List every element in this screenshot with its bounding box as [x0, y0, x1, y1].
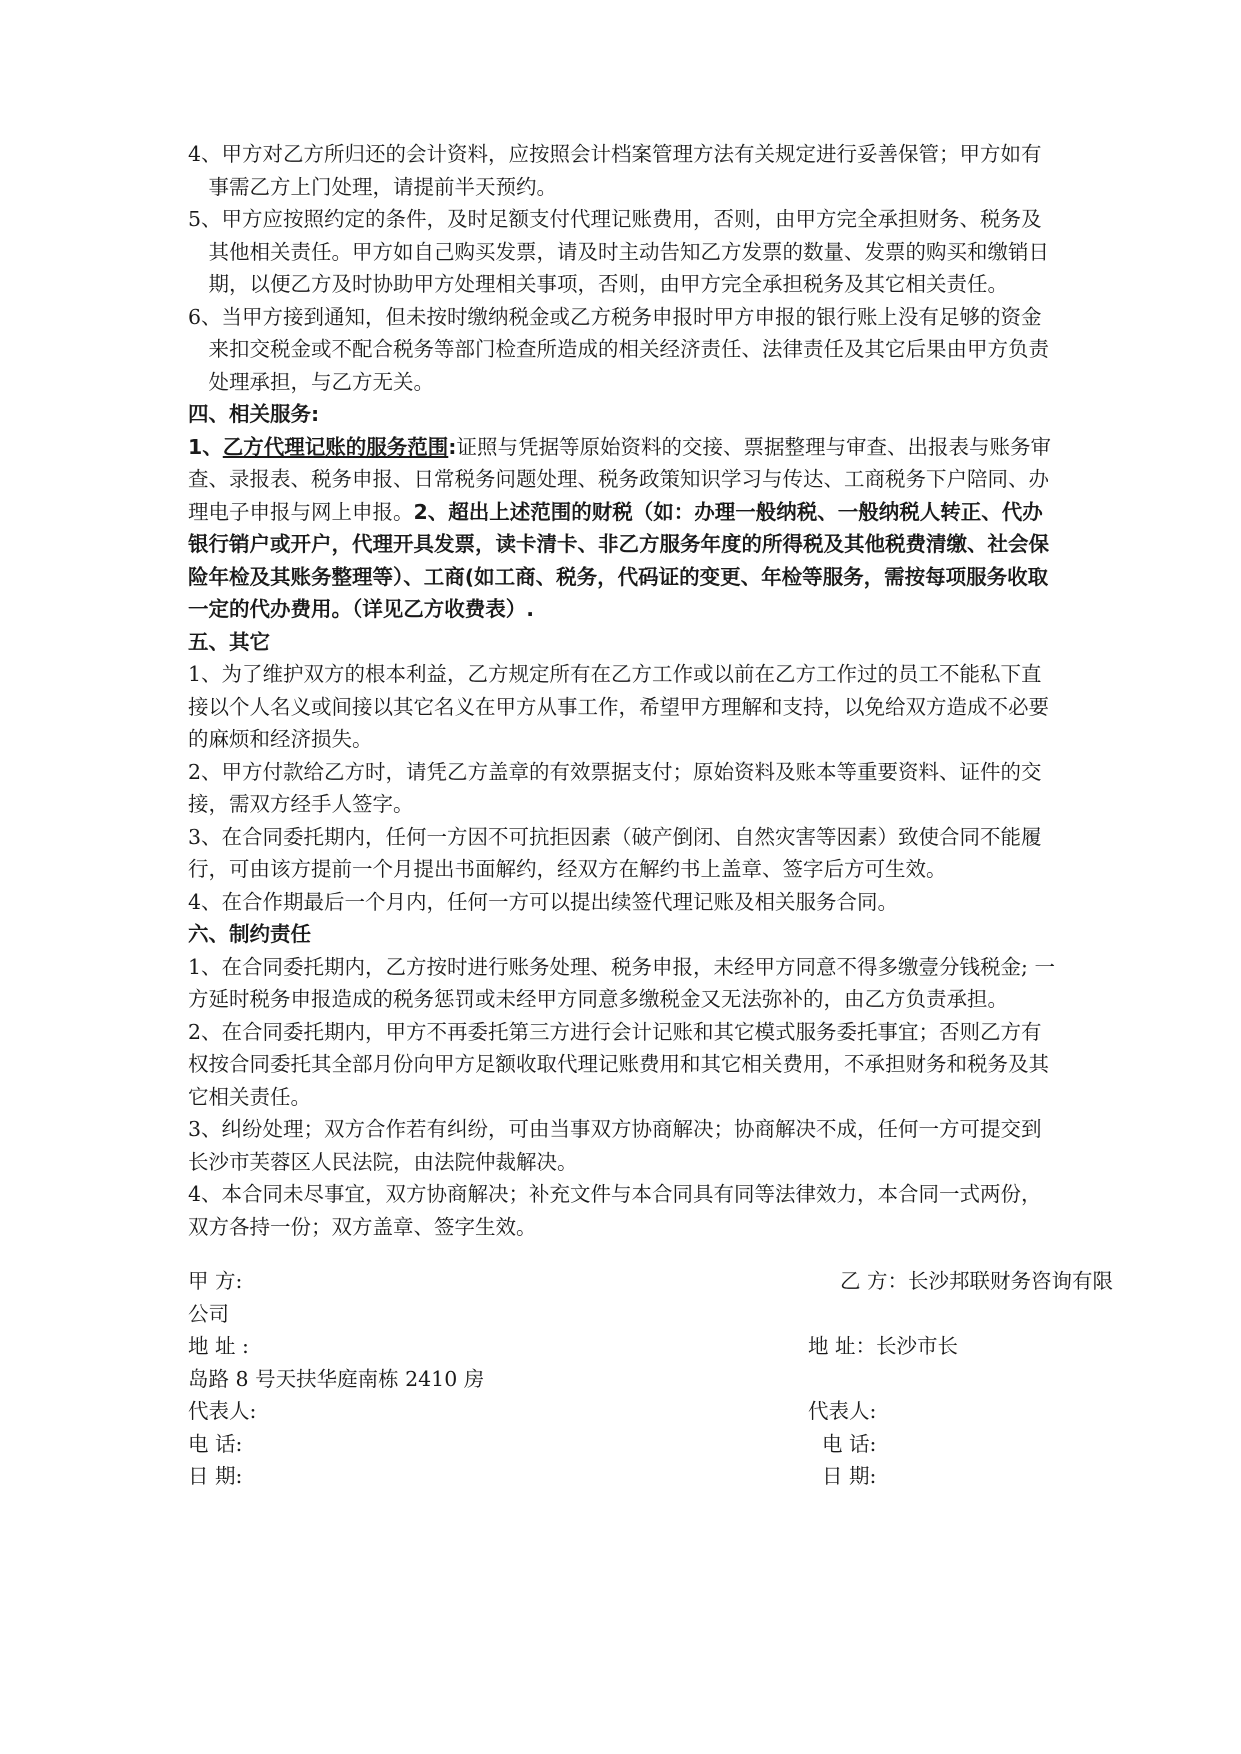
- obligation-item-5: 5、甲方应按照约定的条件，及时足额支付代理记账费用，否则，由甲方完全承担财务、税务及其他相关责任。甲方如自己购买发票，请及时主动告知乙方发票的数量、发票的购买和缴销日期，以便乙方及时协助甲方处理相关事项，否则，由甲方完全承担税务及其它相关责任。: [188, 207, 1049, 296]
- signature-row-tel: [188, 1428, 1058, 1461]
- signature-row-party: [188, 1265, 1113, 1298]
- liability-item-2: 2、在合同委托期内，甲方不再委托第三方进行会计记账和其它模式服务委托事宜；否则乙方有权按合同委托其全部月份向甲方足额收取代理记账费用和其它相关费用，不承担财务和税务及其它相关责任。: [188, 1019, 1049, 1109]
- address-b-wrap: 岛路 8 号天扶华庭南栋 2410 房: [188, 1366, 485, 1391]
- related-services-paragraph: 1、乙方代理记账的服务范围:证照与凭据等原始资料的交接、票据整理与审查、出报表与账务审查、录报表、税务申报、日常税务问题处理、税务政策知识学习与传达、工商税务下户陪同、办理电子申报与网上申报。2、超出上述范围的财税（如：办理一般纳税、一般纳税人转正、代办银行销户或开户，代理开具发票，读卡清卡、非乙方服务年度的所得税及其他税费清缴、社会保险年检及其账务整理等）、工商(如工商、税务，代码证的变更、年检等服务，需按每项服务收取一定的代办费用。（详见乙方收费表）.: [188, 434, 1051, 621]
- extra-services-clause: 2、超出上述范围的财税（如：办理一般纳税、一般纳税人转正、代办银行销户或开户，代理开具发票，读卡清卡、非乙方服务年度的所得税及其他税费清缴、社会保险年检及其账务整理等）、工商(如工商、税务，代码证的变更、年检等服务，需按每项服务收取一定的代办费用。（详见乙方收费表）.: [188, 499, 1049, 621]
- address-b-label: 地 址：长沙市长: [808, 1334, 959, 1358]
- obligation-item-4: 4、甲方对乙方所归还的会计资料，应按照会计档案管理方法有关规定进行妥善保管；甲方如有事需乙方上门处理，请提前半天预约。: [188, 142, 1042, 199]
- other-item-3: 3、在合同委托期内，任何一方因不可抗拒因素（破产倒闭、自然灾害等因素）致使合同不能履行，可由该方提前一个月提出书面解约，经双方在解约书上盖章、签字后方可生效。: [188, 824, 1042, 881]
- other-item-4: 4、在合作期最后一个月内，任何一方可以提出续签代理记账及相关服务合同。: [188, 889, 899, 914]
- signature-row-party-wrap: [188, 1298, 1058, 1331]
- tel-a-label: 电 话:: [188, 1431, 243, 1456]
- date-a-label: 日 期:: [188, 1464, 243, 1488]
- service-scope-title: 乙方代理记账的服务范围: [222, 434, 449, 459]
- other-item-1: 1、为了维护双方的根本利益，乙方规定所有在乙方工作或以前在乙方工作过的员工不能私下直接以个人名义或间接以其它名义在甲方从事工作，希望甲方理解和支持，以免给双方造成不必要的麻烦和经济损失。: [188, 662, 1049, 751]
- date-b-label: 日 期:: [822, 1464, 877, 1488]
- party-b-label: 乙 方：长沙邦联财务咨询有限: [839, 1269, 1113, 1293]
- party-b-wrap: 公司: [188, 1301, 229, 1326]
- tel-b-label: 电 话:: [822, 1431, 877, 1456]
- address-a-label: 地 址 :: [188, 1334, 249, 1358]
- liability-item-4: 4、本合同未尽事宜，双方协商解决；补充文件与本合同具有同等法律效力，本合同一式两份，双方各持一份；双方盖章、签字生效。: [188, 1182, 1042, 1239]
- rep-b-label: 代表人:: [808, 1399, 877, 1423]
- liability-item-1: 1、在合同委托期内，乙方按时进行账务处理、税务申报，未经甲方同意不得多缴壹分钱税金; 一方延时税务申报造成的税务惩罚或未经甲方同意多缴税金又无法弥补的，由乙方负责承担。: [188, 954, 1055, 1011]
- signature-row-date: [188, 1460, 1058, 1493]
- liability-item-3: 3、纠纷处理；双方合作若有纠纷，可由当事双方协商解决；协商解决不成，任何一方可提交到长沙市芙蓉区人民法院，由法院仲裁解决。: [188, 1117, 1042, 1174]
- rep-a-label: 代表人:: [188, 1399, 257, 1423]
- signature-row-address: [188, 1330, 1058, 1363]
- signature-row-rep: [188, 1395, 1058, 1428]
- contract-page: [188, 138, 1113, 1493]
- signature-row-address-wrap: [188, 1363, 1058, 1396]
- section-heading-related-services: 四、相关服务:: [188, 402, 320, 426]
- section-heading-liability: 六、制约责任: [188, 922, 311, 946]
- section-heading-other: 五、其它: [188, 629, 270, 654]
- obligation-item-6: 6、当甲方接到通知，但未按时缴纳税金或乙方税务申报时甲方申报的银行账上没有足够的资金来扣交税金或不配合税务等部门检查所造成的相关经济责任、法律责任及其它后果由甲方负责处理承担，与乙方无关。: [188, 304, 1049, 394]
- other-item-2: 2、甲方付款给乙方时，请凭乙方盖章的有效票据支付；原始资料及账本等重要资料、证件的交接，需双方经手人签字。: [188, 759, 1042, 816]
- party-a-label: 甲 方:: [188, 1269, 243, 1293]
